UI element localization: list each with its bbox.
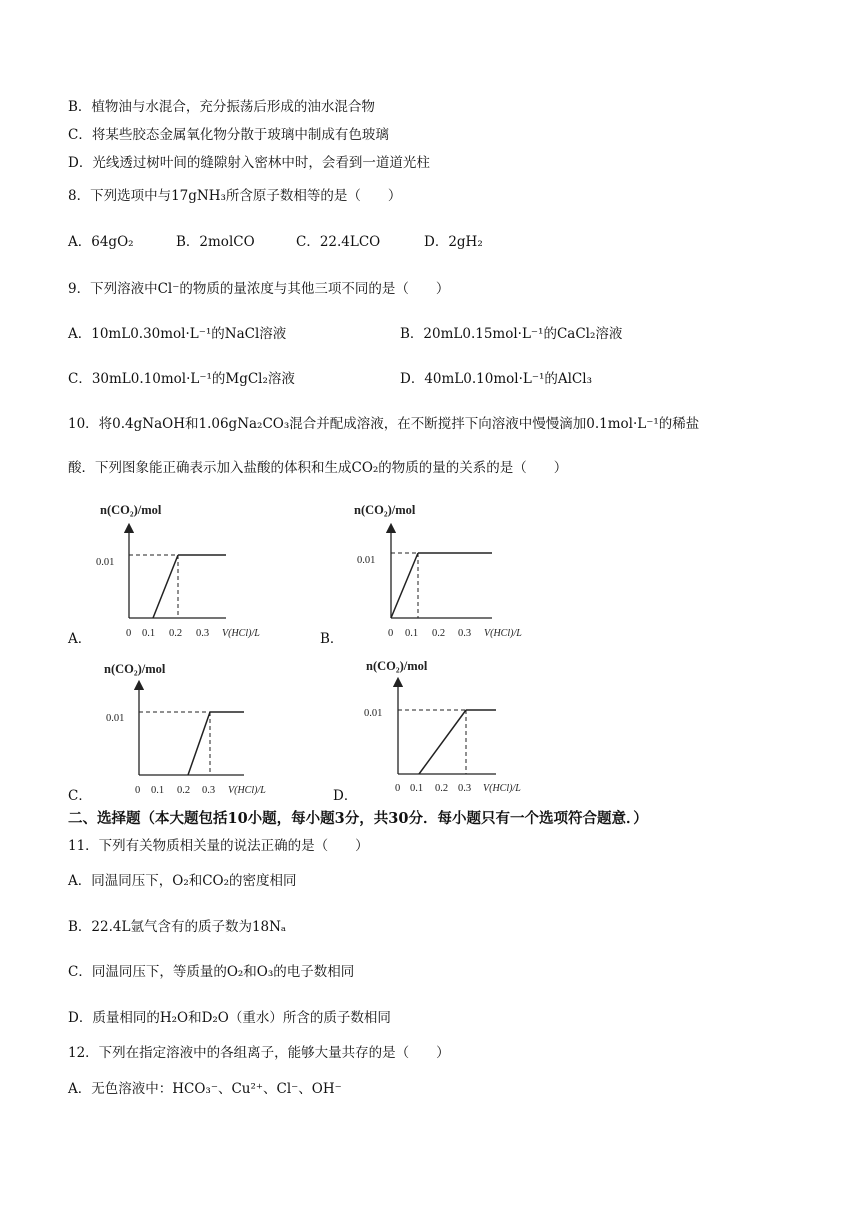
graph-b-xtick-2: 0.2 <box>432 628 446 639</box>
graph-c-xtick-0: 0 <box>135 785 141 796</box>
graph-d-ylabel: n(CO₂)/mol <box>366 659 428 673</box>
graph-d-xtick-0: 0 <box>395 783 401 794</box>
graph-c-rise <box>188 712 210 775</box>
q9-option-b: B．20mL0.15mol·L⁻¹的CaCl₂溶液 <box>400 326 623 342</box>
q9-option-d: D．40mL0.10mol·L⁻¹的AlCl₃ <box>400 371 592 387</box>
q12-option-a: A．无色溶液中：HCO₃⁻、Cu²⁺、Cl⁻、OH⁻ <box>68 1081 342 1097</box>
graph-a-label: A． <box>68 631 92 647</box>
q12-stem: 12．下列在指定溶液中的各组离子，能够大量共存的是（ ） <box>68 1045 450 1061</box>
q9-option-a: A．10mL0.30mol·L⁻¹的NaCl溶液 <box>68 326 287 342</box>
graph-d-xtick-1: 0.1 <box>410 783 424 794</box>
graph-c-xlabel: V(HCl)/L <box>228 785 266 796</box>
q8-option-c: C．22.4LCO <box>296 234 381 250</box>
graph-c-label: C． <box>68 788 92 804</box>
q10-stem-line1: 10．将0.4gNaOH和1.06gNa₂CO₃混合并配成溶液，在不断搅拌下向溶液中慢慢滴加0.1mol·L⁻¹的稀盐 <box>68 416 700 432</box>
graph-c-yval: 0.01 <box>106 713 125 724</box>
q11-option-c: C．同温同压下，等质量的O₂和O₃的电子数相同 <box>68 964 355 980</box>
graph-b-yval: 0.01 <box>357 555 376 566</box>
graph-d-xtick-2: 0.2 <box>435 783 449 794</box>
q7-option-c: C．将某些胶态金属氧化物分散于玻璃中制成有色玻璃 <box>68 127 389 143</box>
graph-a-xtick-2: 0.2 <box>169 628 183 639</box>
q10-stem-line2: 酸．下列图象能正确表示加入盐酸的体积和生成CO₂的物质的量的关系的是（ ） <box>68 460 568 476</box>
q8-stem: 8．下列选项中与17gNH₃所含原子数相等的是（ ） <box>68 188 402 204</box>
graph-b-ylabel: n(CO₂)/mol <box>354 503 416 517</box>
q8-option-d: D．2gH₂ <box>424 234 483 250</box>
graph-b-xtick-1: 0.1 <box>405 628 419 639</box>
graph-a <box>96 500 286 640</box>
graph-d <box>362 650 552 794</box>
graph-b-xtick-0: 0 <box>388 628 394 639</box>
q11-option-d: D．质量相同的H₂O和D₂O（重水）所含的质子数相同 <box>68 1010 391 1026</box>
graph-b-label: B． <box>320 631 344 647</box>
section-2-heading: 二、选择题（本大题包括10小题，每小题3分，共30分．每小题只有一个选项符合题意．） <box>68 810 648 827</box>
graph-b-xtick-3: 0.3 <box>458 628 472 639</box>
q9-option-c: C．30mL0.10mol·L⁻¹的MgCl₂溶液 <box>68 371 295 387</box>
q7-option-d: D．光线透过树叶间的缝隙射入密林中时，会看到一道道光柱 <box>68 155 430 171</box>
q11-stem: 11．下列有关物质相关量的说法正确的是（ ） <box>68 838 369 854</box>
q8-option-a: A．64gO₂ <box>68 234 134 250</box>
graph-b <box>354 500 544 640</box>
graph-d-yval: 0.01 <box>364 708 383 719</box>
q11-option-b: B．22.4L氩气含有的质子数为18Nₐ <box>68 919 287 935</box>
graph-c-ylabel: n(CO₂)/mol <box>104 662 166 676</box>
q8-option-b: B．2molCO <box>176 234 255 250</box>
graph-d-xtick-3: 0.3 <box>458 783 472 794</box>
graph-b-xlabel: V(HCl)/L <box>484 628 522 639</box>
graph-c <box>104 655 294 795</box>
graph-d-rise <box>419 710 466 774</box>
graph-a-xtick-0: 0 <box>126 628 132 639</box>
graph-d-xlabel: V(HCl)/L <box>483 783 521 794</box>
graph-a-rise <box>153 555 178 618</box>
q7-option-b: B．植物油与水混合，充分振荡后形成的油水混合物 <box>68 99 375 115</box>
graph-a-yval: 0.01 <box>96 557 115 568</box>
graph-c-xtick-3: 0.3 <box>202 785 216 796</box>
graph-a-xtick-1: 0.1 <box>142 628 156 639</box>
graph-a-ylabel: n(CO₂)/mol <box>100 503 162 517</box>
graph-d-label: D． <box>333 788 358 804</box>
q11-option-a: A．同温同压下，O₂和CO₂的密度相同 <box>68 873 297 889</box>
graph-a-xtick-3: 0.3 <box>196 628 210 639</box>
graph-c-xtick-1: 0.1 <box>151 785 165 796</box>
graph-b-rise <box>391 553 418 618</box>
graph-a-xlabel: V(HCl)/L <box>222 628 260 639</box>
graph-c-xtick-2: 0.2 <box>177 785 191 796</box>
q9-stem: 9．下列溶液中Cl⁻的物质的量浓度与其他三项不同的是（ ） <box>68 281 450 297</box>
